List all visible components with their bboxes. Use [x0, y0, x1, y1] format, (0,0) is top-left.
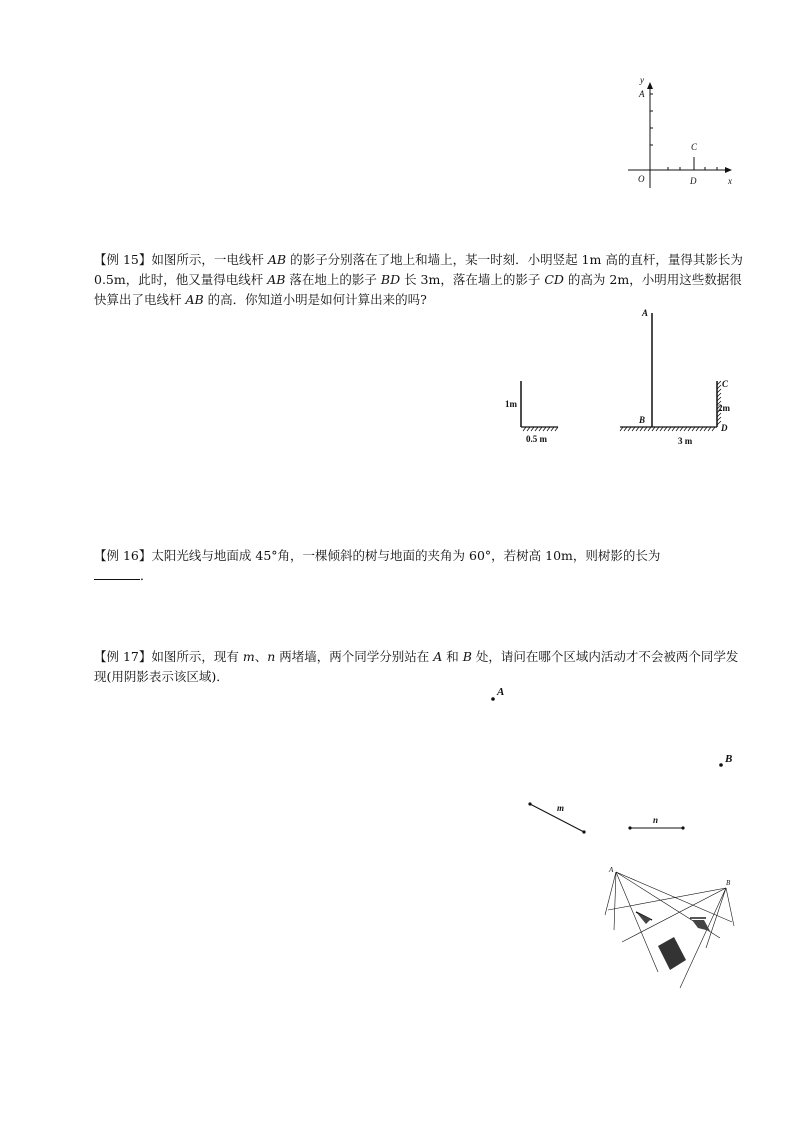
wall-height-label: 2m: [718, 403, 730, 413]
solution-figure: [600, 860, 740, 990]
y-axis-label: y: [640, 75, 644, 85]
wall-n-end: [681, 826, 684, 829]
small-B-label: B: [726, 879, 731, 887]
point-a-label: A: [639, 89, 645, 99]
coordinate-figure: [620, 70, 750, 195]
y-axis-arrow: [647, 82, 653, 89]
x-axis-arrow: [725, 167, 732, 173]
point-A-label: A: [497, 686, 505, 698]
pole-wall-figure: [615, 303, 745, 453]
origin-label: O: [638, 174, 645, 184]
shaded-region: [692, 920, 710, 931]
wall-n-label: n: [653, 815, 659, 825]
point-B-label: B: [725, 753, 733, 765]
walls-figure: [480, 680, 745, 840]
answer-blank[interactable]: [94, 567, 140, 580]
point-A: [491, 697, 495, 701]
example17-text: 【例 17】如图所示，现有 m、n 两堵墙，两个同学分别站在 A 和 B 处，请问在哪个区域内活动才不会被两个同学发现(用阴影表示该区域)．: [94, 649, 739, 684]
wall-m-end: [528, 802, 531, 805]
example16-tag: 【例 16】: [94, 548, 152, 563]
label-D: D: [721, 423, 728, 433]
label-B: B: [639, 415, 646, 425]
example15-tag: 【例 15】: [94, 252, 152, 267]
wall-n-end: [628, 826, 631, 829]
label-C: C: [722, 379, 729, 389]
example16-text: 【例 16】太阳光线与地面成 45°角，一棵倾斜的树与地面的夹角为 60°，若树高 10m，则树影的长为 ．: [94, 548, 661, 583]
small-A-label: A: [609, 866, 614, 874]
point-B: [719, 763, 723, 767]
x-axis-label: x: [728, 176, 732, 186]
stick-ground-hatch: [523, 427, 558, 431]
example17-tag: 【例 17】: [94, 649, 152, 664]
stick-shadow-figure: [500, 375, 570, 450]
point-d-label: D: [690, 176, 697, 186]
shaded-region: [637, 913, 651, 924]
ground-shadow-label: 3 m: [678, 436, 693, 446]
label-A: A: [642, 308, 649, 318]
shaded-region: [658, 937, 686, 970]
point-c-label: C: [691, 142, 698, 152]
stick-shadow-label: 0.5 m: [526, 434, 547, 444]
wall-m-label: m: [557, 803, 565, 813]
ground-hatch: [620, 427, 715, 431]
stick-height-label: 1m: [505, 399, 517, 409]
wall-m-end: [582, 830, 585, 833]
sight-lines-B: [608, 888, 734, 988]
example15-text: 【例 15】如图所示，一电线杆 AB 的影子分别落在了地上和墙上，某一时刻．小明竖起 1m 高的直杆，量得其影长为 0.5m，此时，他又量得电线杆 AB 落在地上的影子 BD 长 3m，落在墙上的影子 CD 的高为 2m，小明用这些数据很快算出了电线杆 AB 的高．你知道小明是如何计算出来的吗?: [94, 252, 743, 307]
